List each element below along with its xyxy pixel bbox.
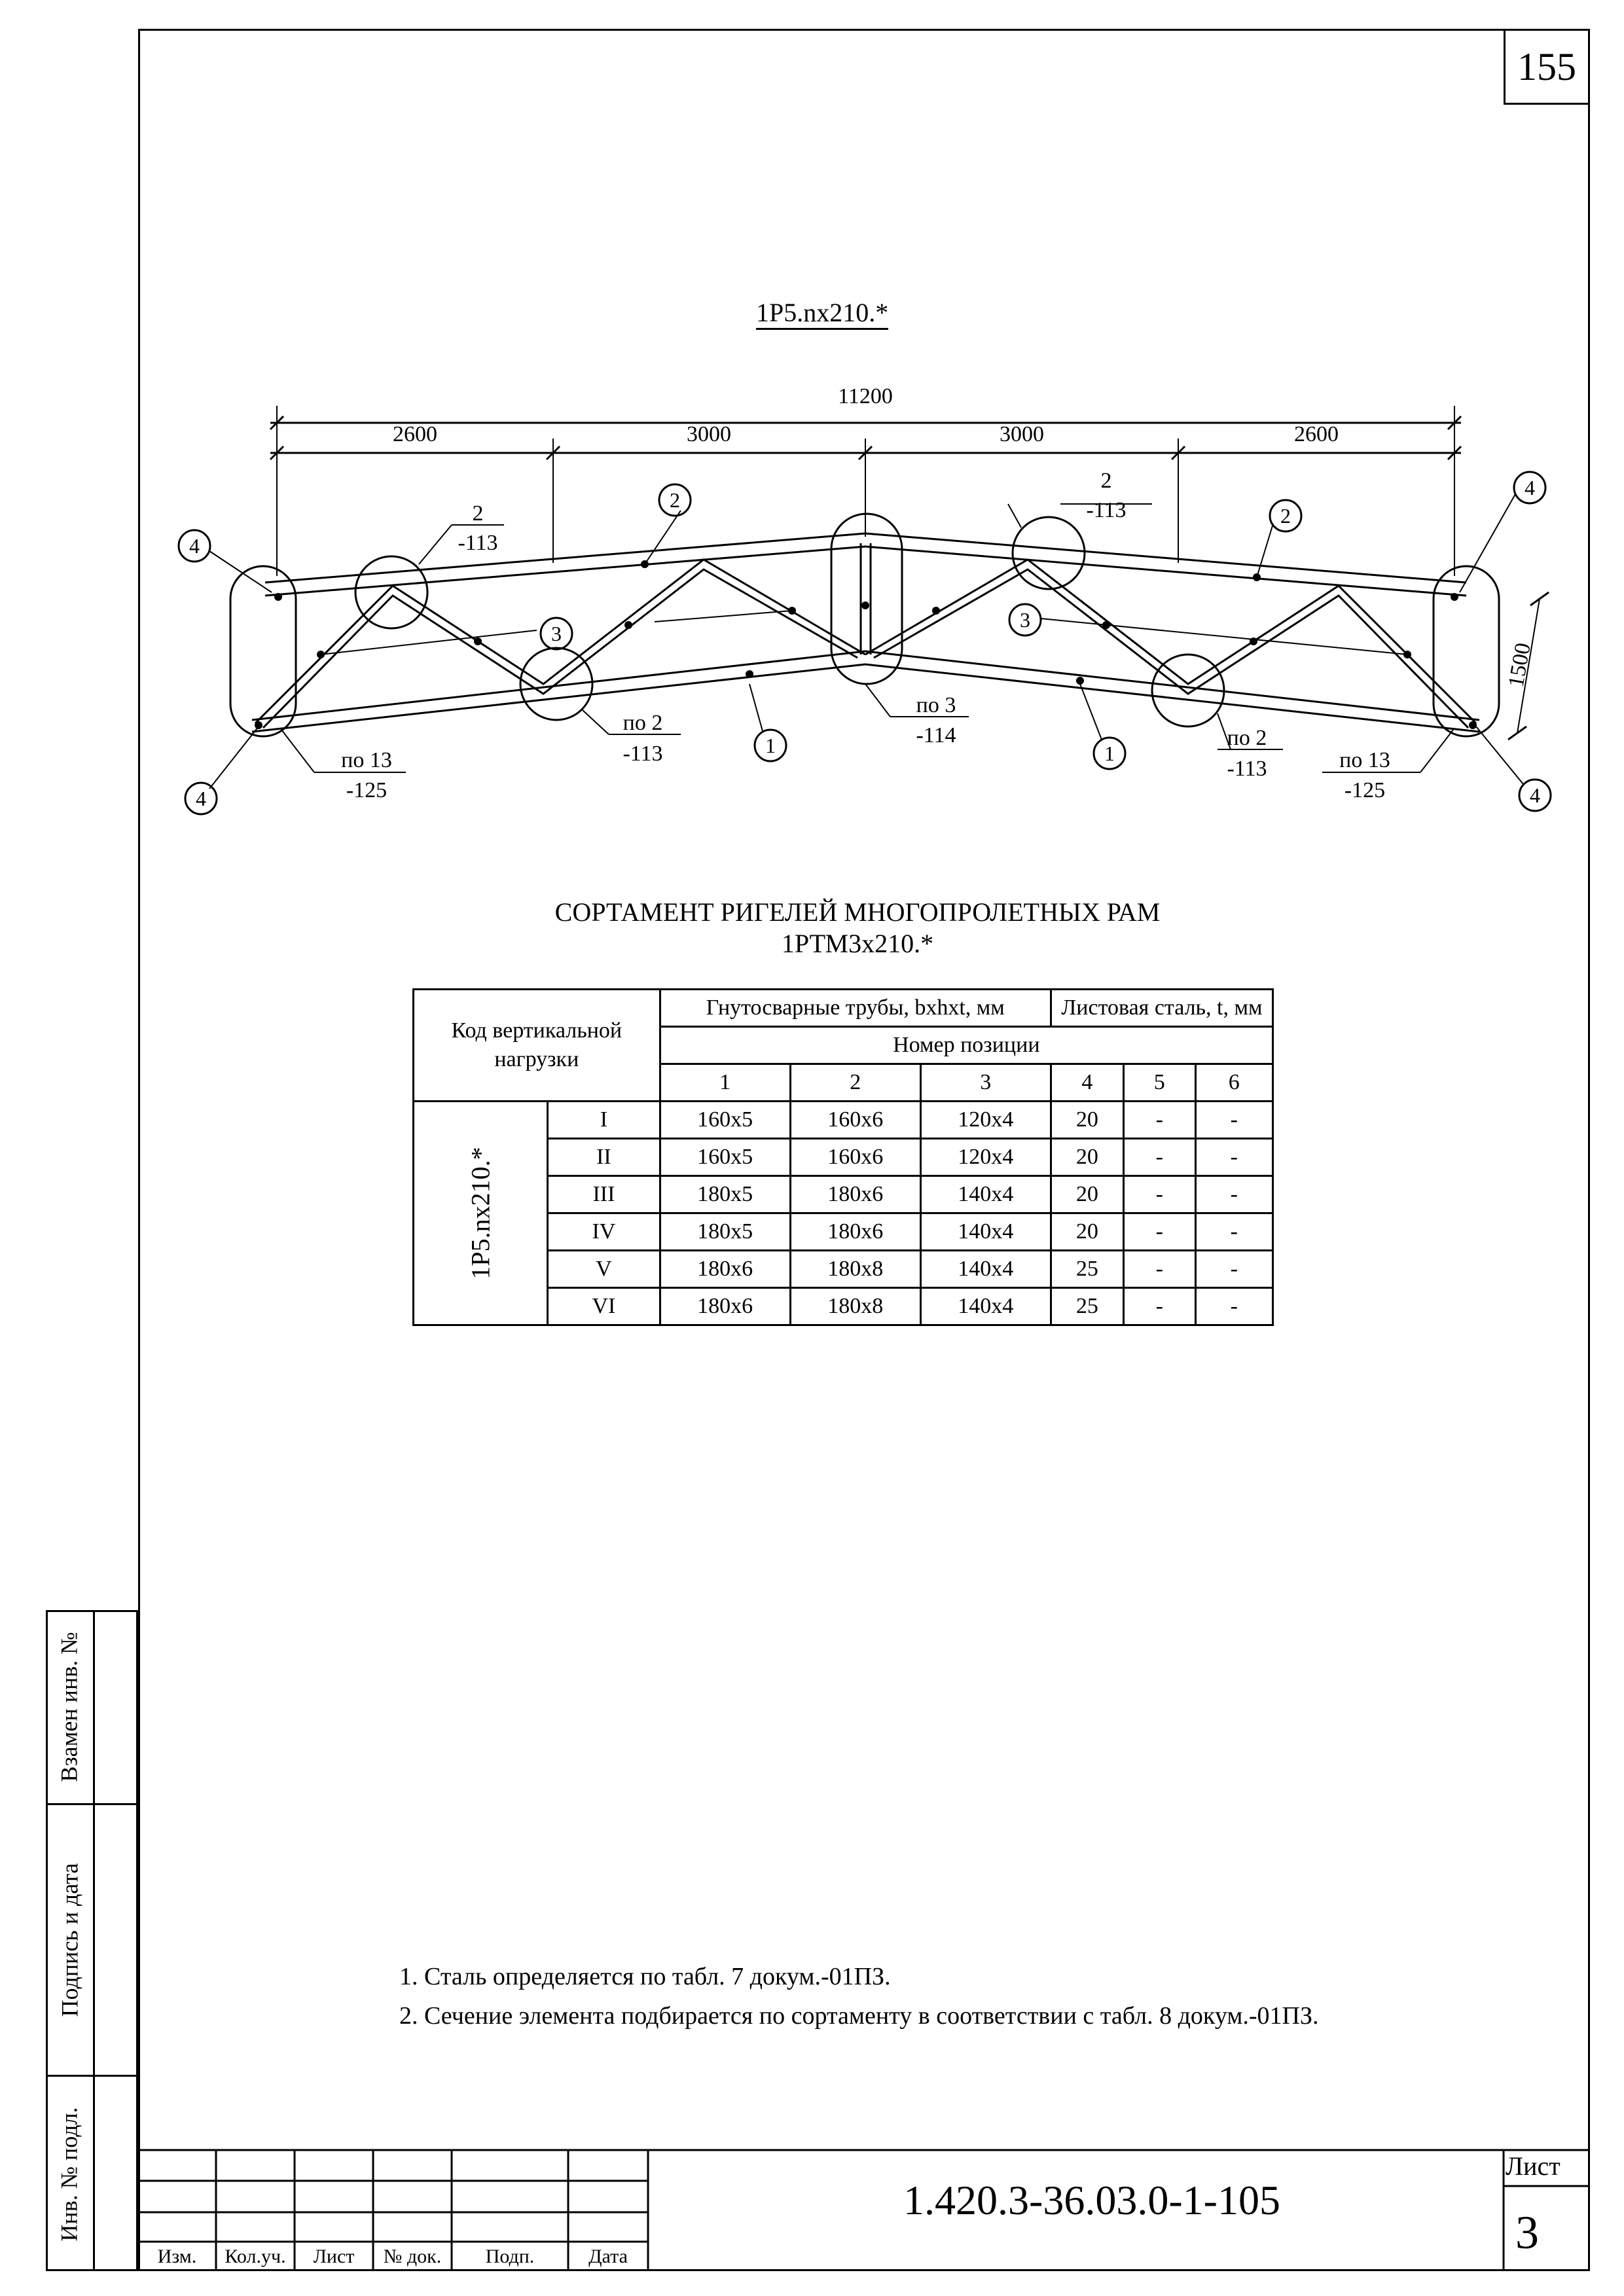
header-sheet: Листовая сталь, t, мм (1051, 990, 1272, 1027)
table-cell: 180х6 (790, 1176, 920, 1213)
table-cell: 160х6 (790, 1139, 920, 1176)
table-cell: - (1195, 1288, 1273, 1325)
row-code: II (548, 1139, 660, 1176)
header-position: 1 (660, 1064, 790, 1102)
node-circle (355, 556, 427, 628)
callout-text: -113 (458, 531, 498, 555)
document-code: 1.420.3-36.03.0-1-105 (903, 2177, 1280, 2223)
col-podp: Подп. (485, 2245, 535, 2267)
header-position: 2 (790, 1064, 920, 1102)
table-cell: 20 (1051, 1102, 1123, 1139)
sheet-number: 3 (1515, 2206, 1539, 2259)
col-izm: Изм. (157, 2245, 197, 2267)
group-label: 1Р5.nх210.* (465, 1147, 496, 1280)
table-cell: - (1195, 1251, 1273, 1288)
truss-drawing (0, 0, 1624, 851)
table-title: СОРТАМЕНТ РИГЕЛЕЙ МНОГОПРОЛЕТНЫХ РАМ (554, 897, 1161, 927)
end-node-left (230, 566, 296, 736)
row-code: IV (548, 1213, 660, 1251)
dim-span-3: 3000 (1000, 422, 1044, 446)
inv-original-label: Инв. № подл. (56, 2106, 82, 2242)
callout-text: 2 (1100, 469, 1112, 493)
position-mark: 2 (670, 488, 680, 512)
table-cell: - (1195, 1139, 1273, 1176)
position-mark: 2 (1280, 504, 1291, 528)
callout-text: по 2 (1227, 726, 1267, 750)
table-cell: 20 (1051, 1176, 1123, 1213)
group-label-cell (414, 1102, 548, 1325)
position-mark: 4 (189, 534, 200, 558)
note-2: 2. Сечение элемента подбирается по сортаменту в соответствии с табл. 8 докум.-01ПЗ. (399, 2002, 1319, 2030)
position-mark: 4 (1525, 476, 1535, 499)
page-number: 155 (1504, 29, 1590, 105)
row-code: VI (548, 1288, 660, 1325)
callout-text: -125 (1344, 778, 1386, 802)
callout-text: -125 (346, 778, 388, 802)
callout-text: -113 (623, 742, 663, 766)
col-data: Дата (588, 2245, 628, 2267)
position-mark: 3 (551, 622, 562, 645)
assortment-table (412, 988, 1274, 1326)
table-cell: - (1124, 1288, 1195, 1325)
dim-total: 11200 (838, 384, 893, 408)
callout-text: по 13 (1339, 748, 1390, 772)
table-cell: 180х6 (660, 1288, 790, 1325)
dim-span-4: 2600 (1294, 422, 1339, 446)
dim-span-2: 3000 (687, 422, 731, 446)
table-cell: 180х8 (790, 1288, 920, 1325)
table-cell: 140х4 (920, 1213, 1051, 1251)
position-mark: 1 (1104, 742, 1115, 765)
table-cell: - (1124, 1102, 1195, 1139)
table-cell: - (1124, 1176, 1195, 1213)
table-cell: 160х5 (660, 1102, 790, 1139)
header-position: 3 (920, 1064, 1051, 1102)
table-cell: - (1124, 1139, 1195, 1176)
callout-text: -113 (1086, 498, 1127, 522)
note-1: 1. Сталь определяется по табл. 7 докум.-01ПЗ. (399, 1963, 891, 1990)
table-cell: 180х6 (660, 1251, 790, 1288)
table-subtitle: 1РТМ3х210.* (781, 929, 934, 958)
table-cell: 25 (1051, 1251, 1123, 1288)
header-position: 6 (1195, 1064, 1273, 1102)
callout-text: по 3 (916, 693, 956, 717)
row-code: III (548, 1176, 660, 1213)
table-cell: 25 (1051, 1288, 1123, 1325)
drawing-title: 1Р5.nх210.* (756, 298, 888, 330)
table-cell: 180х5 (660, 1213, 790, 1251)
replaced-inv-label: Взамен инв. № (56, 1631, 82, 1782)
callout-text: 2 (472, 501, 484, 526)
ridge-node (831, 514, 902, 684)
table-cell: 120х4 (920, 1139, 1051, 1176)
table-cell: 160х5 (660, 1139, 790, 1176)
callout-text: -114 (916, 723, 956, 747)
table-cell: 140х4 (920, 1176, 1051, 1213)
end-node-right (1434, 566, 1499, 736)
header-position-number: Номер позиции (660, 1027, 1272, 1064)
notes (399, 1957, 1319, 2036)
position-mark: 4 (196, 787, 206, 810)
row-code: V (548, 1251, 660, 1288)
callout-text: -113 (1227, 757, 1267, 781)
table-cell: 140х4 (920, 1251, 1051, 1288)
table-cell: 20 (1051, 1139, 1123, 1176)
table-cell: - (1195, 1213, 1273, 1251)
node-circle (1013, 517, 1085, 589)
table-cell: 160х6 (790, 1102, 920, 1139)
table-cell: 180х8 (790, 1251, 920, 1288)
position-mark: 3 (1020, 608, 1030, 632)
col-kol-uch: Кол.уч. (225, 2245, 286, 2267)
dim-height: 1500 (1504, 641, 1536, 689)
table-cell: 20 (1051, 1213, 1123, 1251)
callout-text: по 2 (623, 711, 663, 735)
header-position: 4 (1051, 1064, 1123, 1102)
dim-span-1: 2600 (393, 422, 437, 446)
table-cell: 180х6 (790, 1213, 920, 1251)
table-cell: 120х4 (920, 1102, 1051, 1139)
header-position: 5 (1124, 1064, 1195, 1102)
sheet-label: Лист (1506, 2151, 1561, 2181)
table-cell: - (1124, 1213, 1195, 1251)
position-mark: 1 (765, 734, 776, 757)
col-list: Лист (313, 2245, 355, 2267)
header-code: Код вертикальной нагрузки (414, 990, 660, 1102)
table-cell: - (1124, 1251, 1195, 1288)
row-code: I (548, 1102, 660, 1139)
col-doc-no: № док. (383, 2245, 442, 2267)
table-cell: - (1195, 1176, 1273, 1213)
table-cell: - (1195, 1102, 1273, 1139)
position-mark: 4 (1530, 783, 1540, 807)
table-cell: 140х4 (920, 1288, 1051, 1325)
header-pipes: Гнутосварные трубы, bxhxt, мм (660, 990, 1051, 1027)
table-cell: 180х5 (660, 1176, 790, 1213)
signature-date-label: Подпись и дата (56, 1863, 83, 2017)
callout-text: по 13 (341, 748, 392, 772)
